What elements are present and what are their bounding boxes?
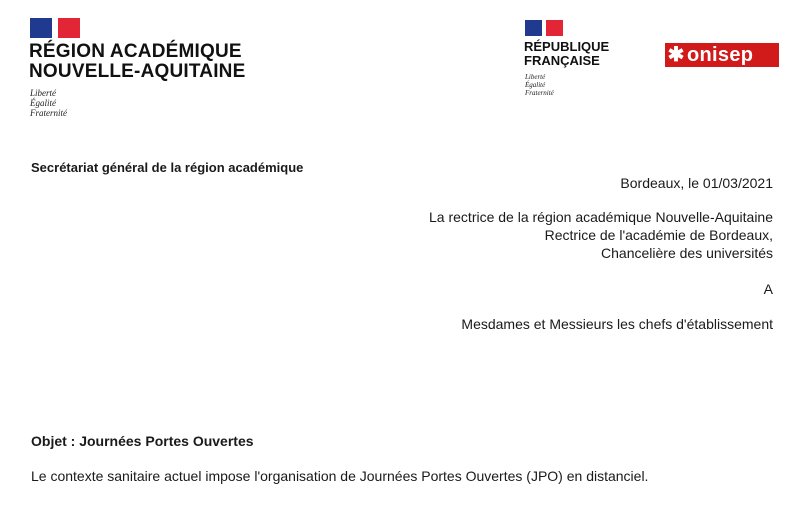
republique-francaise-name xyxy=(524,40,609,68)
motto-right-fraternite: Fraternité xyxy=(525,89,554,97)
motto-left xyxy=(30,88,67,118)
republique-line-1: RÉPUBLIQUE xyxy=(524,39,610,54)
sender-block xyxy=(429,208,773,262)
letter-subject: Objet : Journées Portes Ouvertes xyxy=(31,433,254,449)
letter-date: Bordeaux, le 01/03/2021 xyxy=(620,175,773,191)
letter-paragraph: Le contexte sanitaire actuel impose l'organisation de Journées Portes Ouvertes (JPO) en distanciel. xyxy=(31,468,649,484)
sender-line-1: La rectrice de la région académique Nouvelle-Aquitaine xyxy=(429,209,773,225)
onisep-star-icon: ✱ xyxy=(667,44,685,66)
addressee-a-label: A xyxy=(763,281,773,297)
secretariat-heading: Secrétariat général de la région académique xyxy=(31,160,304,175)
motto-right-egalite: Égalité xyxy=(525,81,546,89)
sender-line-3: Chancelière des universités xyxy=(601,245,773,261)
onisep-logo xyxy=(665,43,779,67)
republique-line-2: FRANÇAISE xyxy=(524,53,600,68)
motto-right xyxy=(525,73,554,97)
motto-fraternite: Fraternité xyxy=(30,108,67,118)
recipients-line: Mesdames et Messieurs les chefs d'établissement xyxy=(461,316,773,332)
region-line-1: RÉGION ACADÉMIQUE xyxy=(29,41,242,62)
marianne-flag-logo xyxy=(30,18,80,38)
onisep-wordmark: onisep xyxy=(687,44,754,66)
motto-egalite: Égalité xyxy=(30,98,56,108)
republique-flag-logo xyxy=(525,20,563,36)
motto-liberte: Liberté xyxy=(30,88,56,98)
motto-right-liberte: Liberté xyxy=(525,73,546,81)
region-academique-name xyxy=(29,42,245,82)
region-line-2: NOUVELLE-AQUITAINE xyxy=(29,61,246,82)
sender-line-2: Rectrice de l'académie de Bordeaux, xyxy=(544,227,773,243)
